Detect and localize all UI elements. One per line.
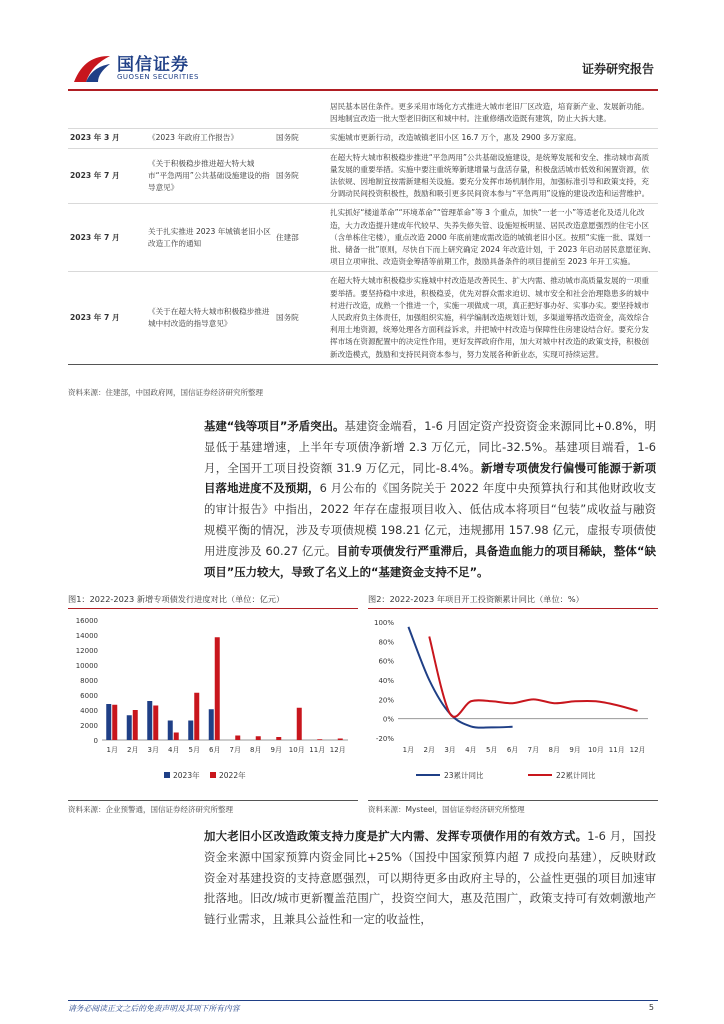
policy-dept: 国务院 <box>274 272 324 364</box>
x-tick-label: 6月 <box>506 746 519 754</box>
policy-date: 2023 年 7 月 <box>68 272 144 364</box>
x-tick-label: 2月 <box>127 746 139 754</box>
policy-content: 扎实抓好“楼道革命”“环境革命”“管理革命”等 3 个重点，加快“一老一小”等适老化及适儿化改造，大力改造提升建成年代较早、失养失修失管、设施短板明显、居民改造意愿强烈的住宅小区（含单栋住宅楼），重点改造 2000 年底前建成需改造的城镇老旧小区。按照“实施一批、谋划一批、储备一批”原则，尽快自下而上研究确定 2024 年改造计划，于 2023 年启动居民意愿征询、项目立项审批、改造资金筹措等前期工作，鼓励具备条件的项目提前至 2023 年开工实施。 <box>324 204 658 272</box>
paragraph-infrastructure <box>204 416 656 582</box>
y-tick-label: 100% <box>373 619 394 627</box>
x-tick-label: 3月 <box>444 746 456 754</box>
y-tick-label: 0% <box>382 715 394 724</box>
x-tick-label: 9月 <box>270 746 282 754</box>
bar <box>174 733 179 741</box>
policy-content: 在超大特大城市积极稳步推进“平急两用”公共基础设施建设，是统筹发展和安全、推动城市高质量发展的重要举措。实施中要注重统筹新建增量与盘活存量，积极盘活城市低效和闲置资源，依法依规、因地制宜按需新建相关设施。要充分发挥市场机制作用，加强标准引导和政策支持，充分调动民间投资积极性，鼓励和吸引更多民间资本参与“平急两用”设施的建设改造和运营维护。 <box>324 148 658 204</box>
legend-swatch <box>164 772 170 778</box>
table-row <box>68 148 658 204</box>
bar <box>194 693 199 740</box>
policy-table <box>68 98 658 365</box>
bar <box>188 721 193 741</box>
paragraph-text: 1-6 月，国投资金来源中国家预算内资金同比+25%（国投中国家预算内超 7 成投向基建），反映财政资金对基建投资的支持意愿强烈，可以期待更多由政府主导的，公益性更强的项目加速审批落地。旧改/城市更新覆盖范围广，投资空间大，惠及范围广，政策支持可有效刺激地产链行业需求，且兼具公益性和一定的收益性， <box>204 829 656 927</box>
figure1-title: 图1：2022-2023 新增专项债发行进度对比（单位：亿元） <box>68 594 285 604</box>
x-tick-label: 10月 <box>587 746 604 754</box>
x-tick-label: 7月 <box>229 746 241 754</box>
policy-dept: 住建部 <box>274 204 324 272</box>
x-tick-label: 1月 <box>106 746 118 754</box>
y-tick-label: 12000 <box>75 647 98 655</box>
paragraph-lead: 加大老旧小区改造政策支持力度是扩大内需、发挥专项债作用的有效方式。 <box>204 829 588 843</box>
table-source: 资料来源：住建部，中国政府网，国信证券经济研究所整理 <box>68 388 263 397</box>
y-tick-label: -20% <box>375 735 394 743</box>
table-row <box>68 204 658 272</box>
bar <box>153 706 158 741</box>
bar <box>147 701 152 740</box>
policy-content: 实施城市更新行动，改造城镇老旧小区 16.7 万个，惠及 2900 多万家庭。 <box>324 129 658 148</box>
policy-dept: 国务院 <box>274 148 324 204</box>
paragraph-lead: 基建“钱等项目”矛盾突出。 <box>204 419 345 433</box>
x-tick-label: 2月 <box>423 746 435 754</box>
policy-name: 《关于积极稳步推进超大特大城市“平急两用”公共基础设施建设的指导意见》 <box>144 148 274 204</box>
paragraph-renovation <box>204 826 656 930</box>
guosen-logo-icon <box>72 52 112 86</box>
x-tick-label: 1月 <box>402 746 415 754</box>
legend-label: 2023年 <box>173 771 200 780</box>
x-tick-label: 5月 <box>188 746 200 754</box>
y-tick-label: 8000 <box>80 677 98 685</box>
footer-divider <box>68 1000 658 1001</box>
figure2-source: 资料来源：Mysteel，国信证券经济研究所整理 <box>368 805 525 814</box>
footer-disclaimer: 请务必阅读正文之后的免责声明及其项下所有内容 <box>68 1004 240 1013</box>
legend-label: 2022年 <box>219 771 246 780</box>
page-number: 5 <box>648 1003 654 1012</box>
x-tick-label: 4月 <box>168 746 180 754</box>
y-tick-label: 4000 <box>80 707 98 715</box>
x-tick-label: 10月 <box>288 746 305 754</box>
figure2-bottom-rule <box>368 800 658 801</box>
report-type-label: 证券研究报告 <box>581 62 654 76</box>
policy-name: 《关于在超大特大城市积极稳步推进城中村改造的指导意见》 <box>144 272 274 364</box>
policy-content: 在超大特大城市积极稳步实施城中村改造是改善民生、扩大内需、推动城市高质量发展的一项重要举措。要坚持稳中求进，积极稳妥，优先对群众需求迫切、城市安全和社会治理隐患多的城中村进行改造，成熟一个推进一个，实施一项做成一项，真正把好事办好、实事办实。要坚持城市人民政府负主体责任，加强组织实施，科学编制改造规划计划，多渠道筹措改造资金，高效综合利用土地资源，统筹处理各方面利益诉求，并把城中村改造与保障性住房建设结合好。要充分发挥市场在资源配置中的决定性作用，更好发挥政府作用，加大对城中村改造的政策支持，积极创新改造模式，鼓励和支持民间资本参与，努力发展各种新业态，实现可持续运营。 <box>324 272 658 364</box>
x-tick-label: 8月 <box>250 746 262 754</box>
bar <box>317 739 322 740</box>
x-tick-label: 11月 <box>309 746 326 754</box>
bar <box>168 721 173 741</box>
bar <box>297 708 302 740</box>
y-tick-label: 40% <box>378 677 394 685</box>
table-row <box>68 98 658 129</box>
bar <box>106 704 111 740</box>
bar <box>256 736 261 740</box>
paragraph-text: 基建资金端看，1-6 月固定资产投资资金来源同比+0.8%，明显低于基建增速，上半年专项债净新增 2.3 万亿元，同比-32.5%。基建项目端看，1-6 月，全国开工项目投资额 31.9 万亿元，同比-8.4%。 <box>204 419 656 475</box>
y-tick-label: 6000 <box>80 692 98 700</box>
y-tick-label: 20% <box>378 696 394 705</box>
policy-date: 2023 年 7 月 <box>68 204 144 272</box>
x-tick-label: 6月 <box>209 746 221 754</box>
table-row <box>68 129 658 148</box>
figure2-top-rule <box>368 608 658 609</box>
policy-name: 《2023 年政府工作报告》 <box>144 129 274 148</box>
bar <box>112 705 117 740</box>
x-tick-label: 12月 <box>329 746 346 754</box>
legend-label: 23累计同比 <box>444 771 484 780</box>
y-tick-label: 10000 <box>75 662 98 670</box>
y-tick-label: 60% <box>378 657 394 666</box>
x-tick-label: 11月 <box>608 746 625 754</box>
bar <box>133 710 138 740</box>
bar <box>215 637 220 740</box>
y-tick-label: 14000 <box>75 632 98 640</box>
y-tick-label: 16000 <box>75 617 98 625</box>
policy-dept <box>274 98 324 129</box>
x-tick-label: 3月 <box>147 746 159 754</box>
paragraph-emphasis: 新增专项债发行偏慢可能源于新项目落地进度不及预期， <box>204 460 656 496</box>
x-tick-label: 12月 <box>629 746 646 754</box>
figure1-top-rule <box>68 608 358 609</box>
legend-swatch <box>210 772 216 778</box>
x-tick-label: 7月 <box>527 746 540 754</box>
policy-date <box>68 98 144 129</box>
x-tick-label: 8月 <box>548 746 560 754</box>
legend-label: 22累计同比 <box>556 771 596 780</box>
paragraph-emphasis: 目前专项债发行严重滞后，具备造血能力的项目稀缺，整体“缺项目”压力较大，导致了名义上的“基建资金支持不足”。 <box>204 543 656 579</box>
logo-chinese-name: 国信证券 <box>117 55 189 75</box>
policy-dept: 国务院 <box>274 129 324 148</box>
figure1-bar-chart <box>68 612 358 798</box>
figure1-source: 资料来源：企业预警通，国信证券经济研究所整理 <box>68 805 233 814</box>
logo-english-name: GUOSEN SECURITIES <box>117 73 199 81</box>
series-line <box>429 637 637 717</box>
figure2-line-chart <box>368 612 658 798</box>
bar <box>276 737 281 740</box>
y-tick-label: 0 <box>93 737 98 745</box>
policy-name: 关于扎实推进 2023 年城镇老旧小区改造工作的通知 <box>144 204 274 272</box>
policy-date: 2023 年 7 月 <box>68 148 144 204</box>
header-divider <box>68 89 658 91</box>
x-tick-label: 9月 <box>569 746 581 754</box>
y-tick-label: 80% <box>378 638 394 647</box>
table-row <box>68 272 658 364</box>
policy-date: 2023 年 3 月 <box>68 129 144 148</box>
x-tick-label: 5月 <box>486 746 498 754</box>
policy-content: 居民基本居住条件。更多采用市场化方式推进大城市老旧厂区改造，培育新产业、发展新功能。因地制宜改造一批大型老旧街区和城中村。注重修缮改造既有建筑，防止大拆大建。 <box>324 98 658 129</box>
figure1-bottom-rule <box>68 800 358 801</box>
bar <box>235 736 240 741</box>
bar <box>209 709 214 740</box>
bar <box>338 739 343 741</box>
x-tick-label: 4月 <box>465 746 477 754</box>
paragraph-text: 6 月公布的《国务院关于 2022 年度中央预算执行和其他财政收支的审计报告》中指出，2022 年存在虚报项目收入、低估成本将项目“包装”成收益与融资规模平衡的情况，涉及专项债规模 198.21 亿元，违规挪用 157.98 亿元，虚报专项债使用进度涉及 60.27 亿元。 <box>204 481 656 558</box>
y-tick-label: 2000 <box>80 722 98 730</box>
policy-name <box>144 98 274 129</box>
figure2-title: 图2：2022-2023 年项目开工投资额累计同比（单位：%） <box>368 594 584 604</box>
bar <box>127 715 132 740</box>
